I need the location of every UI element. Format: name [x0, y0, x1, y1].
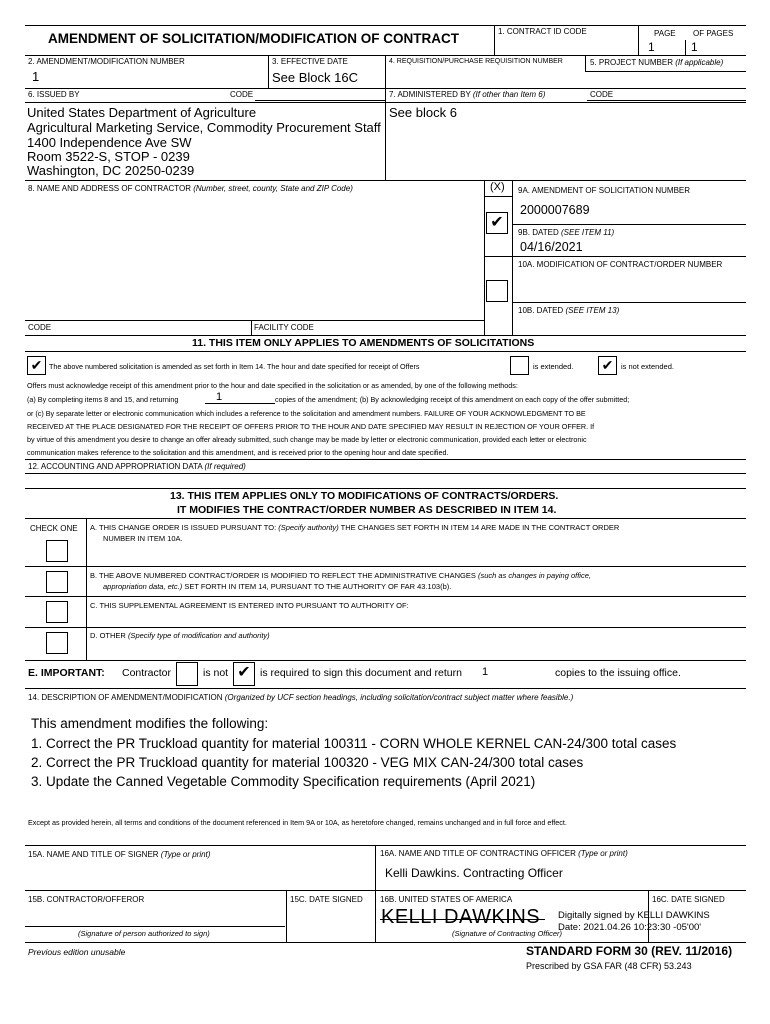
accounting-note: (If required)	[204, 462, 246, 471]
item-13b-text-2: SET FORTH IN ITEM 14, PURSUANT TO THE AUTHORITY OF FAR 43.103(b).	[184, 582, 452, 591]
item-13b-line-2	[103, 582, 451, 591]
dated-10b-note: (SEE ITEM 13)	[565, 306, 620, 315]
administered-by-note: (If other than Item 6)	[472, 90, 546, 99]
contractor-address-note: (Number, street, county, State and ZIP Code)	[193, 184, 353, 193]
issued-by-line-1: United States Department of Agriculture	[27, 105, 257, 120]
contractor-address-title: 8. NAME AND ADDRESS OF CONTRACTOR	[28, 184, 191, 193]
item-11-line-2: Offers must acknowledge receipt of this amendment prior to the hour and date specified in the solicitation or as amended, by one of the following methods:	[27, 381, 518, 390]
item-13b-note: (such as changes in paying office,	[478, 571, 591, 580]
contractor-signature-caption: (Signature of person authorized to sign)	[78, 929, 210, 938]
not-extended-label: is not extended.	[621, 362, 674, 371]
officer-signature-caption: (Signature of Contracting Officer)	[452, 929, 563, 938]
page-number: 1	[648, 40, 655, 54]
description-line-4: 3. Update the Canned Vegetable Commodity Specification requirements (April 2021)	[31, 774, 536, 789]
dated-9b-label	[518, 228, 614, 237]
issued-by-line-5: Washington, DC 20250-0239	[27, 163, 195, 178]
facility-code-label: FACILITY CODE	[254, 323, 314, 332]
item-13a-text: A. THIS CHANGE ORDER IS ISSUED PURSUANT TO:	[90, 523, 277, 532]
requisition-label: 4. REQUISITION/PURCHASE REQUISITION NUMBER	[389, 58, 563, 65]
accounting-title: 12. ACCOUNTING AND APPROPRIATION DATA	[28, 462, 203, 471]
of-pages-number: 1	[691, 40, 698, 54]
returning-copies-value: 1	[216, 391, 223, 403]
officer-name-title: 16A. NAME AND TITLE OF CONTRACTING OFFICER	[380, 849, 576, 858]
project-number-note: (If applicable)	[675, 58, 724, 67]
item-11-line-4: or (c) By separate letter or electronic communication which includes a reference to the solicitation and amendment numbers. FAILURE OF YOUR ACKNOWLEDGMENT TO BE	[27, 409, 586, 418]
officer-name-note: (Type or print)	[578, 849, 628, 858]
officer-signature: KELLI DAWKINS	[381, 906, 541, 928]
not-extended-checkbox[interactable]: ✔	[598, 356, 617, 375]
project-number-title: 5. PROJECT NUMBER	[590, 58, 673, 67]
description-label	[28, 693, 573, 702]
contractor-is-checkbox[interactable]	[176, 662, 198, 686]
important-is-not: is not	[203, 667, 229, 679]
item-13b-line-1	[90, 571, 591, 580]
issued-by-line-4: Room 3522-S, STOP - 0239	[27, 149, 190, 164]
contractor-code-label: CODE	[28, 323, 52, 332]
item-13c-checkbox[interactable]	[46, 601, 68, 623]
description-line-1: This amendment modifies the following:	[31, 716, 269, 731]
item-13a-line-1	[90, 523, 619, 532]
administered-code-label: CODE	[590, 90, 614, 99]
item-13d-text	[90, 631, 270, 640]
form-title: AMENDMENT OF SOLICITATION/MODIFICATION OF CONTRACT	[48, 31, 459, 46]
of-pages-label: OF PAGES	[693, 29, 734, 38]
officer-date-signed-label: 16C. DATE SIGNED	[652, 895, 725, 904]
extended-checkbox[interactable]	[510, 356, 529, 375]
description-line-2: 1. Correct the PR Truckload quantity for material 100311 - CORN WHOLE KERNEL CAN-24/300 total cases	[31, 736, 677, 751]
item-11-line-6: by virtue of this amendment you desire to change an offer already submitted, such change may be made by letter or electronic communication, provided each letter or electronic	[27, 435, 587, 444]
effective-date-label: 3. EFFECTIVE DATE	[272, 57, 348, 66]
item-13a-checkbox[interactable]	[46, 540, 68, 562]
digital-signature-line-2: Date: 2021.04.26 10:23:30 -05'00'	[558, 922, 702, 933]
contractor-address-label	[28, 184, 353, 193]
item-11-line-1: The above numbered solicitation is amended as set forth in Item 14. The hour and date specified for receipt of Offers	[49, 362, 420, 371]
amendment-solicitation-value: 2000007689	[520, 203, 590, 217]
item-11-line-3b: copies of the amendment; (b) By acknowledging receipt of this amendment on each copy of the offer submitted;	[275, 395, 630, 404]
item-13b-checkbox[interactable]	[46, 571, 68, 593]
contractor-offeror-label: 15B. CONTRACTOR/OFFEROR	[28, 895, 145, 904]
signer-name-note: (Type or print)	[160, 850, 211, 859]
item-13b-note-2: appropriation data, etc.)	[103, 582, 183, 591]
usa-label: 16B. UNITED STATES OF AMERICA	[380, 895, 513, 904]
item-11-heading: 11. THIS ITEM ONLY APPLIES TO AMENDMENTS OF SOLICITATIONS	[192, 337, 535, 349]
item-13d-title: D. OTHER	[90, 631, 126, 640]
important-label: E. IMPORTANT:	[28, 667, 105, 679]
signer-name-label	[28, 850, 210, 859]
item-13b-text: B. THE ABOVE NUMBERED CONTRACT/ORDER IS MODIFIED TO REFLECT THE ADMINISTRATIVE CHANGES	[90, 571, 476, 580]
description-note: (Organized by UCF section headings, including solicitation/contract subject matter where feasible.)	[224, 693, 574, 702]
officer-name-label	[380, 849, 628, 858]
contractor-is-not-checkbox[interactable]: ✔	[233, 662, 255, 686]
item-13c-text: C. THIS SUPPLEMENTAL AGREEMENT IS ENTERED INTO PURSUANT TO AUTHORITY OF:	[90, 601, 409, 610]
issued-by-line-2: Agricultural Marketing Service, Commodity Procurement Staff	[27, 120, 381, 135]
item-13-heading-1: 13. THIS ITEM APPLIES ONLY TO MODIFICATIONS OF CONTRACTS/ORDERS.	[170, 490, 559, 502]
important-required: is required to sign this document and return	[260, 667, 462, 679]
amendment-solicitation-label: 9A. AMENDMENT OF SOLICITATION NUMBER	[518, 186, 691, 195]
contractor-date-signed-label: 15C. DATE SIGNED	[290, 895, 363, 904]
accounting-label	[28, 462, 246, 471]
check-one-label: CHECK ONE	[30, 524, 78, 533]
item-13a-text-b: THE CHANGES SET FORTH IN ITEM 14 ARE MADE IN THE CONTRACT ORDER	[340, 523, 620, 532]
item-13a-line-2: NUMBER IN ITEM 10A.	[103, 534, 183, 543]
standard-form-number: STANDARD FORM 30 (REV. 11/2016)	[526, 944, 733, 958]
issued-by-label: 6. ISSUED BY	[28, 90, 80, 99]
item-11-amended-checkbox[interactable]: ✔	[27, 356, 46, 375]
important-copies-value: 1	[482, 666, 489, 678]
project-number-label	[590, 58, 723, 67]
amendment-number-label: 2. AMENDMENT/MODIFICATION NUMBER	[28, 57, 185, 66]
x-column-label: (X)	[490, 181, 505, 193]
dated-9b-title: 9B. DATED	[518, 228, 559, 237]
signer-name-title: 15A. NAME AND TITLE OF SIGNER	[28, 850, 159, 859]
contract-id-label: 1. CONTRACT ID CODE	[498, 27, 587, 36]
except-text: Except as provided herein, all terms and conditions of the document referenced in Item 9A or 10A, as heretofore changed, remains unchanged and in full force and effect.	[28, 818, 567, 827]
dated-10b-label	[518, 306, 619, 315]
digital-signature-line-1: Digitally signed by KELLI DAWKINS	[558, 910, 710, 921]
item-13-heading-2: IT MODIFIES THE CONTRACT/ORDER NUMBER AS DESCRIBED IN ITEM 14.	[177, 504, 557, 516]
effective-date-value: See Block 16C	[272, 70, 358, 85]
important-copies-tail: copies to the issuing office.	[555, 667, 681, 679]
modification-checkbox[interactable]	[486, 280, 508, 302]
dated-10b-title: 10B. DATED	[518, 306, 564, 315]
issued-code-label: CODE	[230, 90, 254, 99]
modification-number-label: 10A. MODIFICATION OF CONTRACT/ORDER NUMBER	[518, 260, 723, 269]
administered-by-value: See block 6	[389, 105, 457, 120]
dated-9b-value: 04/16/2021	[520, 240, 583, 254]
page-label: PAGE	[654, 29, 676, 38]
dated-9b-note: (SEE ITEM 11)	[560, 228, 615, 237]
item-11-line-3a: (a) By completing items 8 and 15, and returning	[27, 395, 179, 404]
administered-by-label	[389, 90, 545, 99]
amendment-number-value: 1	[32, 69, 40, 84]
description-title: 14. DESCRIPTION OF AMENDMENT/MODIFICATION	[28, 693, 223, 702]
amendment-checkbox[interactable]: ✔	[486, 212, 508, 234]
officer-name-value: Kelli Dawkins. Contracting Officer	[385, 866, 563, 880]
item-13d-checkbox[interactable]	[46, 632, 68, 654]
item-13a-note: (Specify authority)	[278, 523, 339, 532]
previous-edition-note: Previous edition unusable	[28, 947, 126, 957]
issued-by-line-3: 1400 Independence Ave SW	[27, 135, 192, 150]
extended-label: is extended.	[533, 362, 574, 371]
item-11-line-7: communication makes reference to the solicitation and this amendment, and is received prior to the opening hour and date specified.	[27, 448, 449, 457]
administered-by-title: 7. ADMINISTERED BY	[389, 90, 471, 99]
description-line-3: 2. Correct the PR Truckload quantity for material 100320 - VEG MIX CAN-24/300 total cases	[31, 755, 584, 770]
prescribed-by: Prescribed by GSA FAR (48 CFR) 53.243	[526, 961, 692, 971]
item-13d-note: (Specify type of modification and authority)	[127, 631, 270, 640]
important-contractor: Contractor	[122, 667, 172, 679]
item-11-line-5: RECEIVED AT THE PLACE DESIGNATED FOR THE RECEIPT OF OFFERS PRIOR TO THE HOUR AND DATE SPECIFIED MAY RESULT IN REJECTION OF YOUR OFFER. If	[27, 422, 595, 431]
